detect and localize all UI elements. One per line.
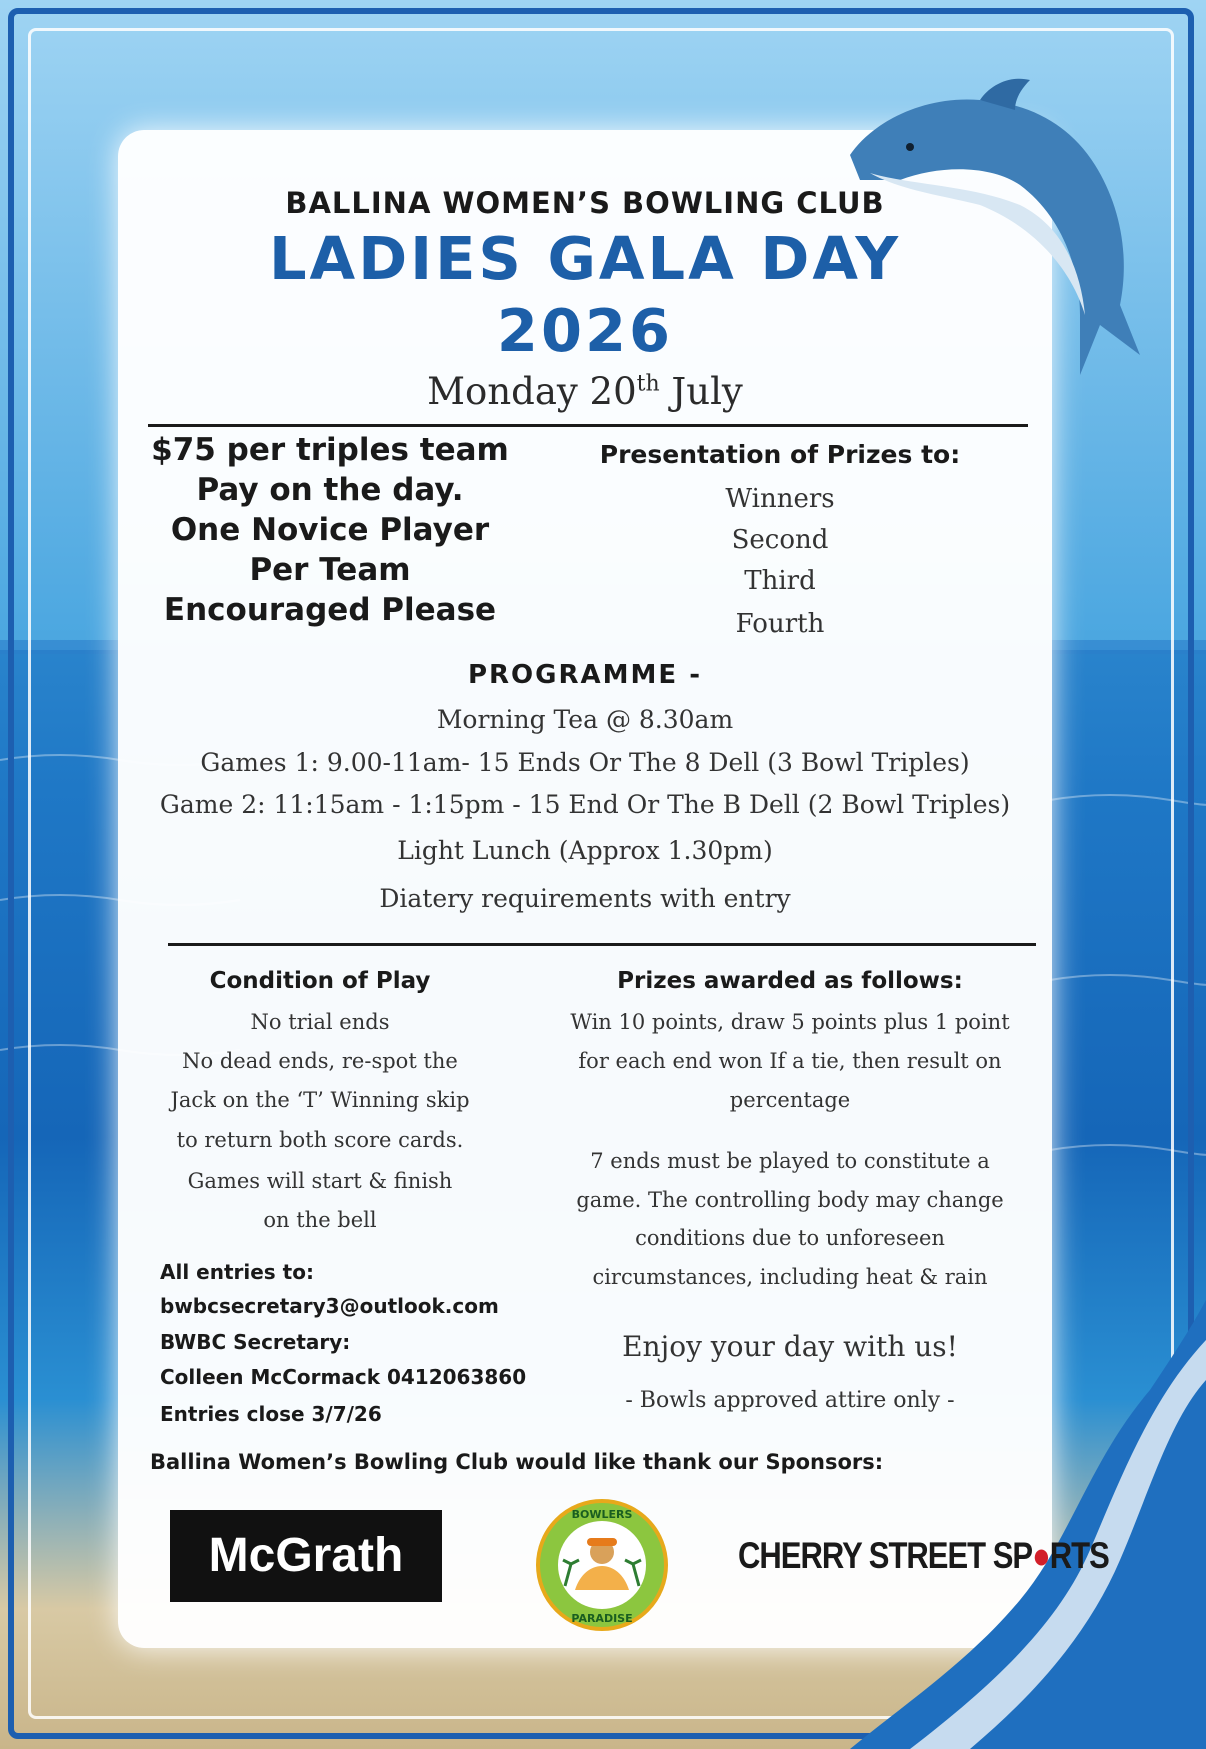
- prizes-awarded-line: conditions due to unforeseen: [635, 1226, 945, 1250]
- entry-line: Per Team: [249, 552, 411, 588]
- entries-close: Entries close 3/7/26: [160, 1402, 382, 1426]
- date-suffix: th: [636, 371, 660, 397]
- programme-line: Light Lunch (Approx 1.30pm): [397, 836, 773, 865]
- prizes-awarded-line: percentage: [729, 1088, 851, 1112]
- prizes-awarded-line: circumstances, including heat & rain: [592, 1265, 988, 1289]
- condition-line: on the bell: [263, 1208, 377, 1232]
- placing-item: Third: [744, 566, 816, 596]
- event-year: 2026: [496, 296, 674, 365]
- secretary-contact: Colleen McCormack 0412063860: [160, 1365, 527, 1389]
- condition-line: No trial ends: [250, 1010, 390, 1034]
- programme-line: Games 1: 9.00-11am- 15 Ends Or The 8 Dell (3 Bowl Triples): [200, 748, 970, 777]
- prizes-awarded-heading: Prizes awarded as follows:: [617, 968, 963, 994]
- badge-bottom-text: PARADISE: [571, 1612, 633, 1625]
- placing-item: Winners: [725, 484, 835, 514]
- condition-line: to return both score cards.: [176, 1128, 464, 1152]
- mcgrath-logo: McGrath: [170, 1510, 442, 1602]
- attire-note: - Bowls approved attire only -: [625, 1388, 955, 1413]
- conditions-heading: Condition of Play: [209, 968, 431, 994]
- entries-email[interactable]: bwbcsecretary3@outlook.com: [160, 1294, 499, 1318]
- condition-line: Games will start & finish: [187, 1169, 453, 1193]
- bowlers-paradise-logo: [535, 1498, 669, 1632]
- date-month: July: [671, 370, 743, 413]
- badge-top-text: BOWLERS: [571, 1508, 633, 1521]
- club-name: BALLINA WOMEN’S BOWLING CLUB: [285, 186, 885, 220]
- prizes-heading: Presentation of Prizes to:: [599, 440, 961, 469]
- entry-fee-block: [130, 430, 530, 630]
- sponsors-thanks: Ballina Women’s Bowling Club would like thank our Sponsors:: [150, 1450, 884, 1474]
- programme-line: Morning Tea @ 8.30am: [436, 705, 734, 734]
- programme-line: Game 2: 11:15am - 1:15pm - 15 End Or The B Dell (2 Bowl Triples): [159, 790, 1011, 819]
- date-day: Monday 20: [427, 370, 637, 413]
- condition-line: Jack on the ‘T’ Winning skip: [170, 1088, 470, 1112]
- placing-item: Second: [731, 525, 829, 555]
- cherry-street-sports-logo: [738, 1534, 1109, 1577]
- entries-label: All entries to:: [160, 1260, 314, 1284]
- prizes-awarded-line: Win 10 points, draw 5 points plus 1 point: [570, 1010, 1010, 1034]
- entry-line: $75 per triples team: [151, 432, 509, 468]
- divider-middle: [168, 943, 1036, 946]
- entry-line: Pay on the day.: [196, 472, 464, 508]
- enjoy-message: Enjoy your day with us!: [622, 1330, 958, 1363]
- condition-line: No dead ends, re-spot the: [182, 1049, 458, 1073]
- cherry-dot: ●: [1032, 1534, 1050, 1577]
- event-date: [118, 370, 1052, 413]
- prizes-awarded-line: 7 ends must be played to constitute a: [590, 1149, 990, 1173]
- cherry-text-b: RTS: [1049, 1534, 1109, 1577]
- cherry-text-a: CHERRY STREET SP: [738, 1534, 1033, 1577]
- wave-illustration: [850, 1300, 1206, 1749]
- divider-top: [148, 424, 1028, 427]
- programme-heading: PROGRAMME -: [467, 660, 702, 690]
- programme-line: Diatery requirements with entry: [379, 884, 791, 913]
- prizes-awarded-line: game. The controlling body may change: [576, 1188, 1004, 1212]
- prizes-awarded-line: for each end won If a tie, then result on: [578, 1049, 1002, 1073]
- entry-line: One Novice Player: [170, 512, 490, 548]
- event-title: LADIES GALA DAY: [268, 224, 902, 293]
- secretary-label: BWBC Secretary:: [160, 1330, 351, 1354]
- placing-item: Fourth: [735, 609, 825, 639]
- entry-line: Encouraged Please: [163, 592, 497, 628]
